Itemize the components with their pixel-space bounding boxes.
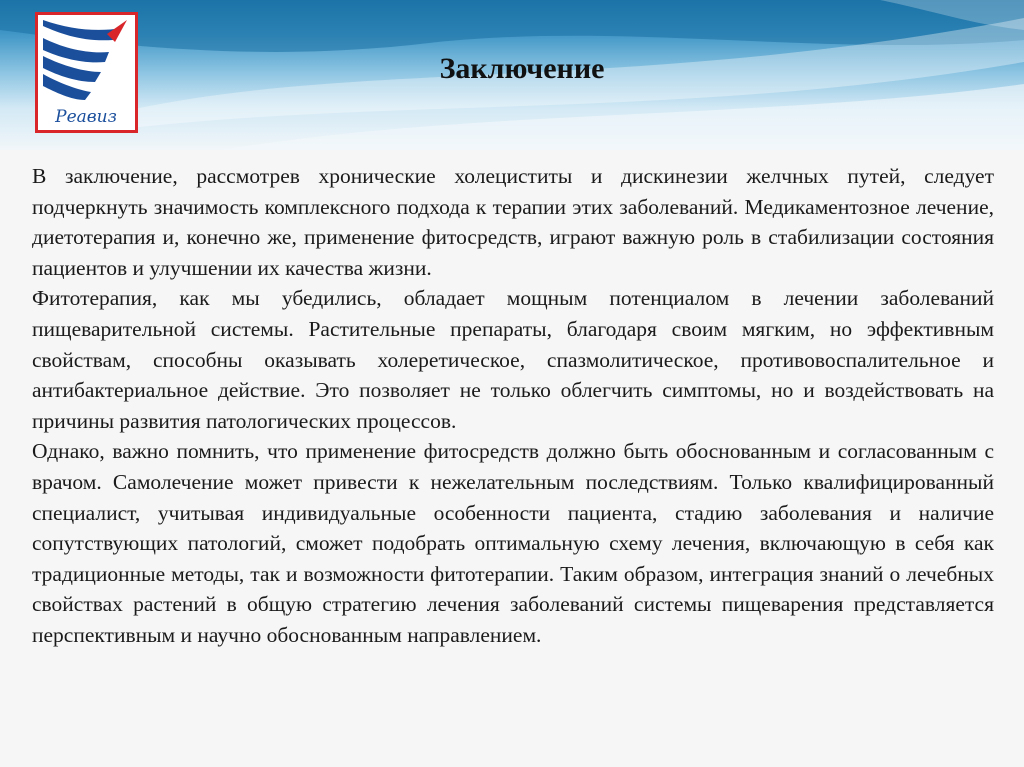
paragraph-intro: В заключение, рассмотрев хронические холециститы и дискинезии желчных путей, следует подчеркнуть значимость комплексного подхода к терапии этих заболеваний. Медикаментозное лечение, диетотерапия и, конечно же, применение фитосредств, играют важную роль в стабилизации состояния пациентов и улучшении их качества жизни. [32, 164, 994, 280]
paragraph-caution: Однако, важно помнить, что применение фитосредств должно быть обоснованным и согласованным с врачом. Самолечение может привести к нежелательным последствиям. Только квалифицированный специалист, учитывая индивидуальные особенности пациента, стадию заболевания и наличие сопутствующих патологий, сможет подобрать оптимальную схему лечения, включающую в себя как традиционные методы, так и возможности фитотерапии. Таким образом, интеграция знаний о лечебных свойствах растений в общую стратегию лечения заболеваний системы пищеварения представляется перспективным и научно обоснованным направлением. [32, 439, 994, 647]
svg-text:Реавиз: Реавиз [55, 107, 117, 127]
slide-body [32, 161, 994, 651]
paragraph-phytotherapy: Фитотерапия, как мы убедились, обладает мощным потенциалом в лечении заболеваний пищеварительной системы. Растительные препараты, благодаря своим мягким, но эффективным свойствам, способны оказывать холеретическое, спазмолитическое, противовоспалительное и антибактериальное действие. Это позволяет не только облегчить симптомы, но и воздействовать на причины развития патологических процессов. [32, 286, 994, 433]
slide-title: Заключение [439, 52, 605, 85]
